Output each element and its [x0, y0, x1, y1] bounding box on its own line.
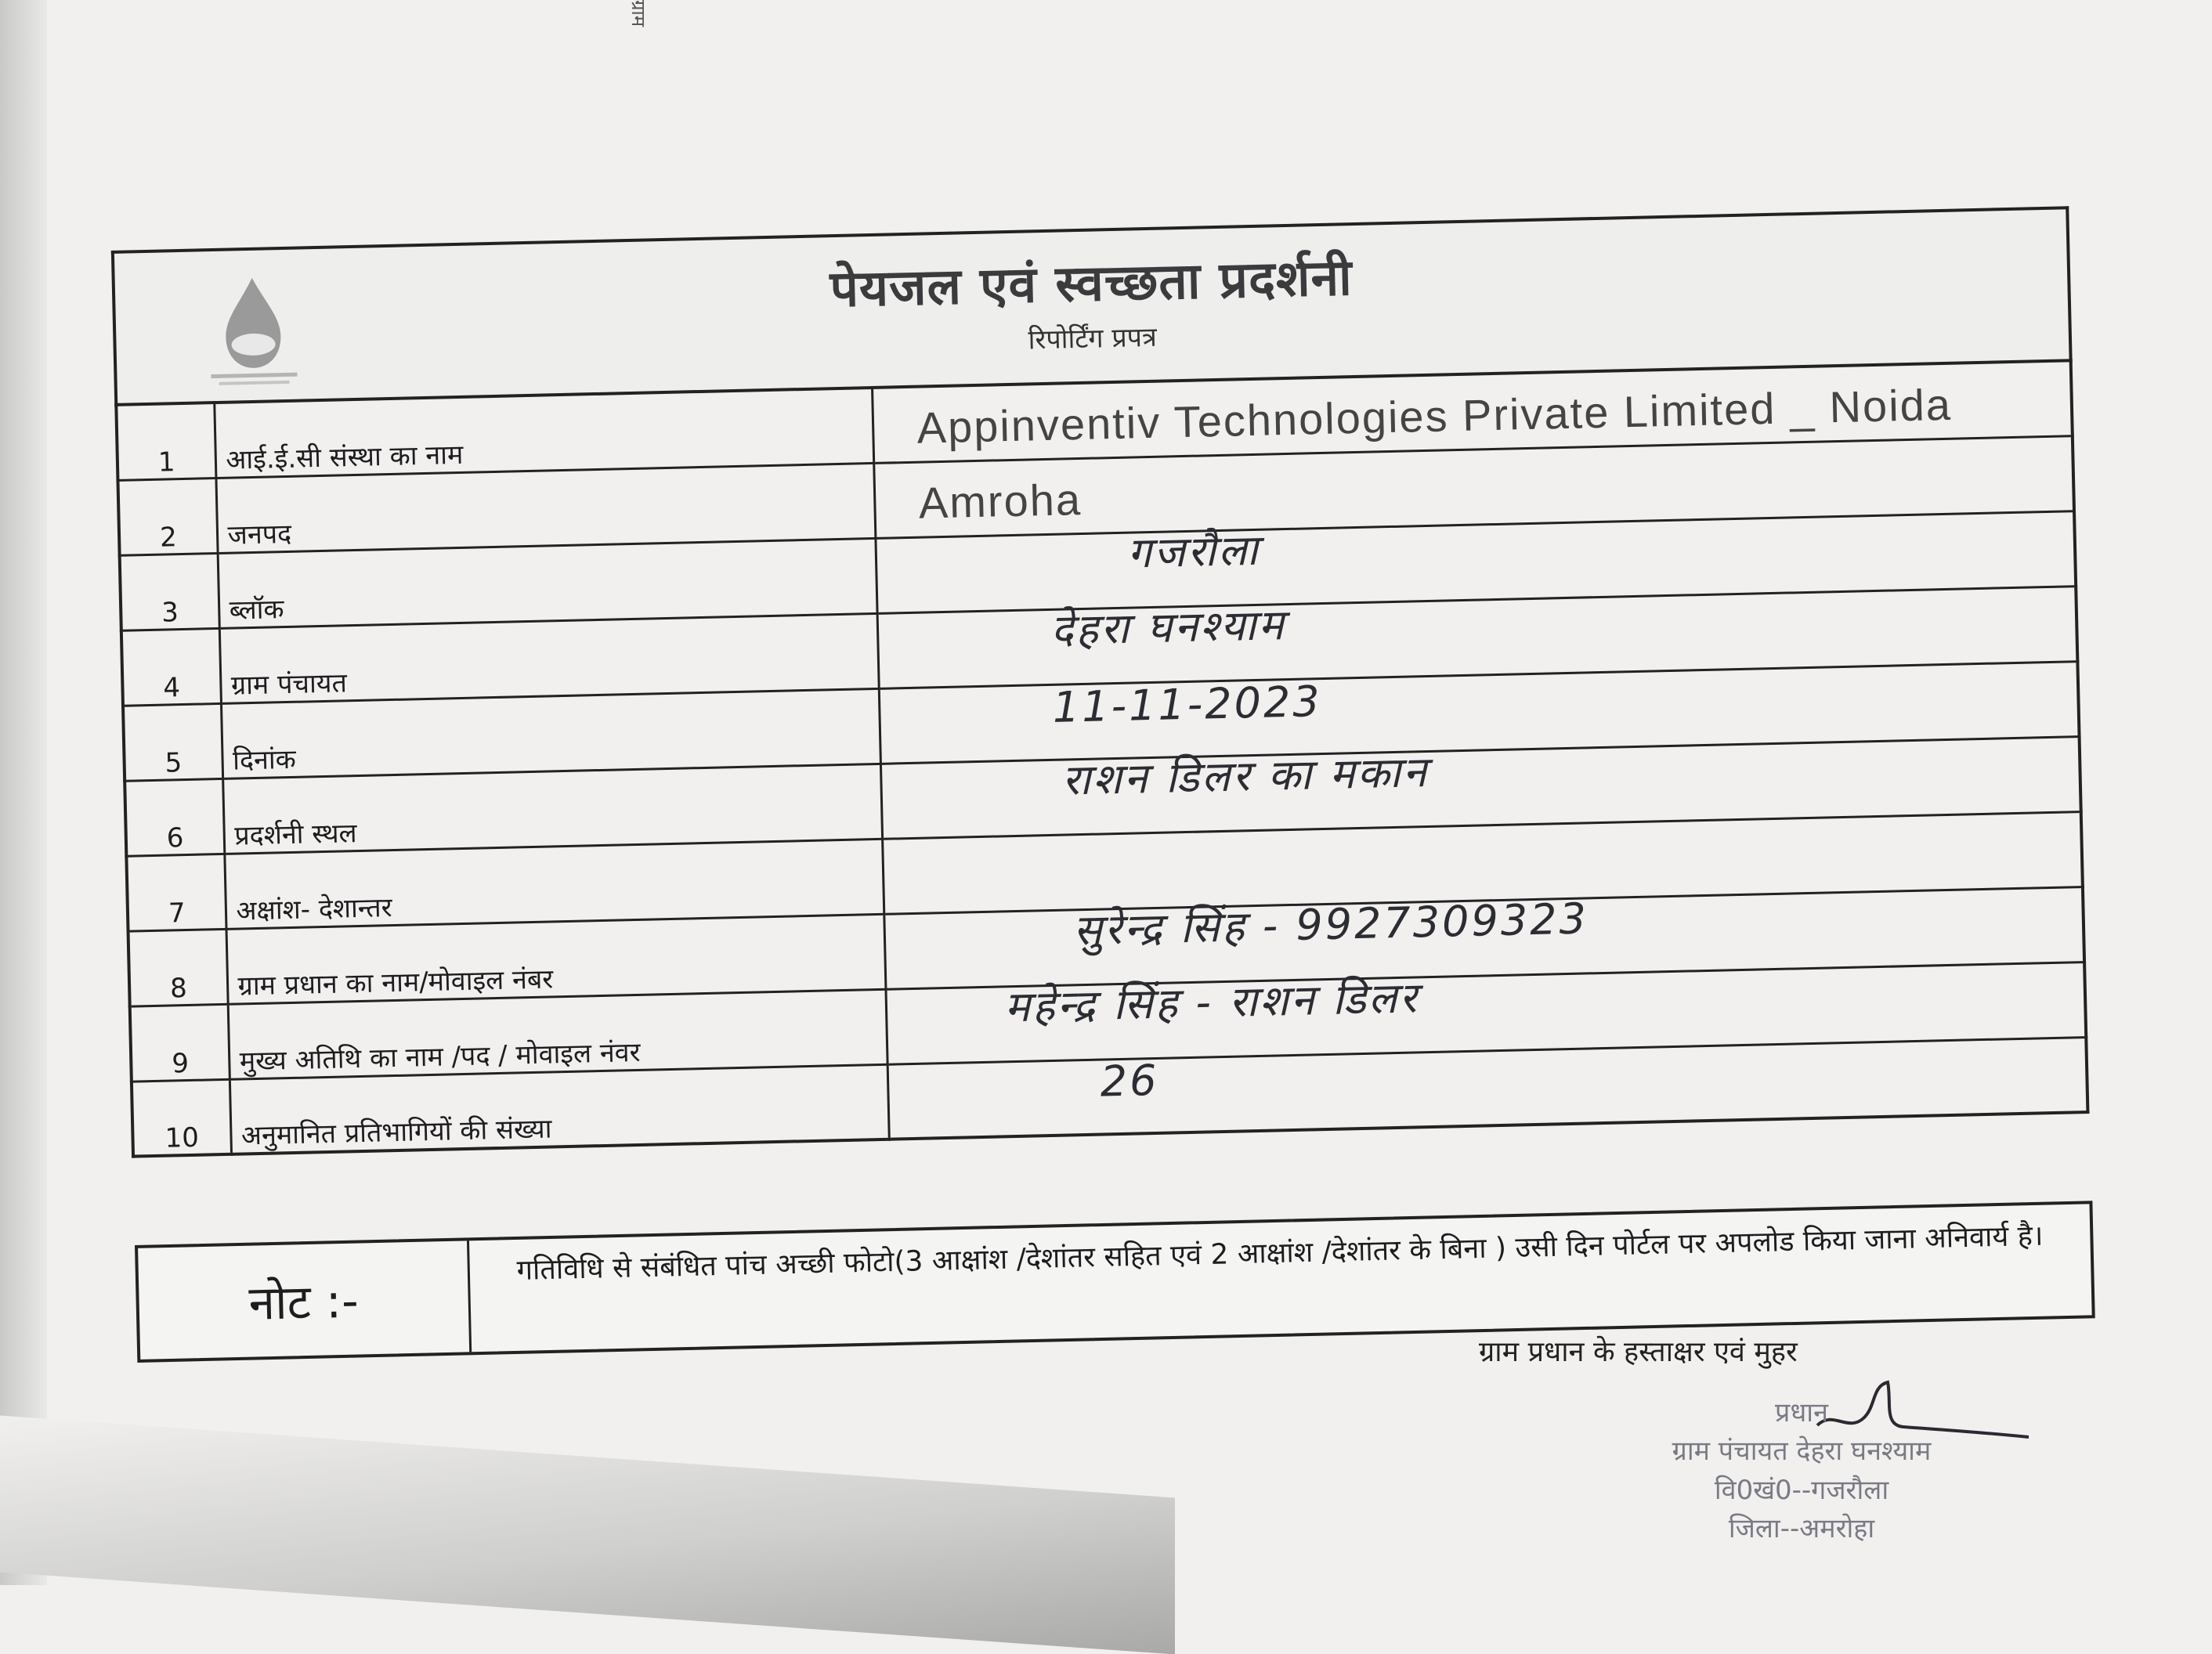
row-number: 7 — [126, 854, 226, 931]
row-label: ग्राम प्रधान का नाम/मोवाइल नंबर — [226, 914, 885, 1004]
row-label: दिनांक — [221, 688, 880, 778]
stamp-line-2: ग्राम पंचायत देहरा घनश्याम — [1672, 1436, 1932, 1468]
row-number: 10 — [132, 1079, 231, 1157]
form-subtitle: रिपोर्टिंग प्रपत्र — [1028, 321, 1158, 356]
row-number: 1 — [116, 403, 215, 480]
row-label: ब्लॉक — [218, 538, 877, 628]
signature-label: ग्राम प्रधान के हस्ताक्षर एवं मुहर — [1479, 1336, 1798, 1368]
side-mark: ग्राम — [627, 0, 649, 27]
row-label: मुख्य अतिथि का नाम /पद / मोवाइल नंवर — [228, 989, 887, 1079]
form-title: पेयजल एवं स्वच्छता प्रदर्शनी — [829, 248, 1354, 320]
note-box — [135, 1201, 2095, 1363]
row-label: अक्षांश- देशान्तर — [224, 839, 884, 929]
official-stamp — [1621, 1394, 1982, 1551]
row-number: 2 — [117, 478, 217, 555]
details-table — [114, 359, 2089, 1157]
row-label: आई.ई.सी संस्था का नाम — [214, 388, 873, 478]
stamp-line-3: वि0खं0--गजरौला — [1714, 1474, 1889, 1506]
row-value: 11-11-2023 — [1052, 676, 1323, 732]
row-value: देहरा घनश्याम — [1050, 599, 1287, 655]
paper-fold-shadow — [0, 1416, 1175, 1654]
row-number: 8 — [128, 929, 228, 1006]
row-value: गजरौला — [1126, 525, 1261, 578]
row-number: 4 — [121, 628, 221, 706]
note-text: गतिविधि से संबंधित पांच अच्छी फोटो(3 आक्षांश /देशांतर सहित एवं 2 आक्षांश /देशांतर के बिना ) उसी दिन पोर्टल पर अपलोड किया जाना अनिवार्य है। — [516, 1219, 2044, 1287]
row-label: अनुमानित प्रतिभागियों की संख्या — [230, 1064, 889, 1154]
row-number: 3 — [120, 553, 219, 630]
row-value: Amroha — [918, 474, 1083, 528]
row-label: ग्राम पंचायत — [219, 613, 879, 703]
row-value: सुरेन्द्र सिंह - 9927309323 — [1072, 893, 1589, 955]
row-number: 9 — [130, 1004, 230, 1082]
reporting-form — [110, 143, 2091, 1205]
row-label: प्रदर्शनी स्थल — [222, 764, 882, 854]
row-value: 26 — [1099, 1055, 1160, 1107]
row-value: राशन डिलर का मकान — [1061, 746, 1429, 805]
row-label: जनपद — [215, 463, 875, 553]
row-number: 5 — [123, 703, 222, 781]
row-value: Appinventiv Technologies Private Limited _ Noida — [916, 379, 1953, 453]
row-number: 6 — [125, 778, 224, 856]
paper-edge-shadow — [0, 0, 47, 1585]
stamp-line-1: प्रधान — [1775, 1397, 1828, 1428]
note-label: नोट :- — [138, 1240, 472, 1360]
stamp-line-4: जिला--अमरोहा — [1728, 1512, 1875, 1544]
row-value: महेन्द्र सिंह - राशन डिलर — [1003, 972, 1420, 1031]
